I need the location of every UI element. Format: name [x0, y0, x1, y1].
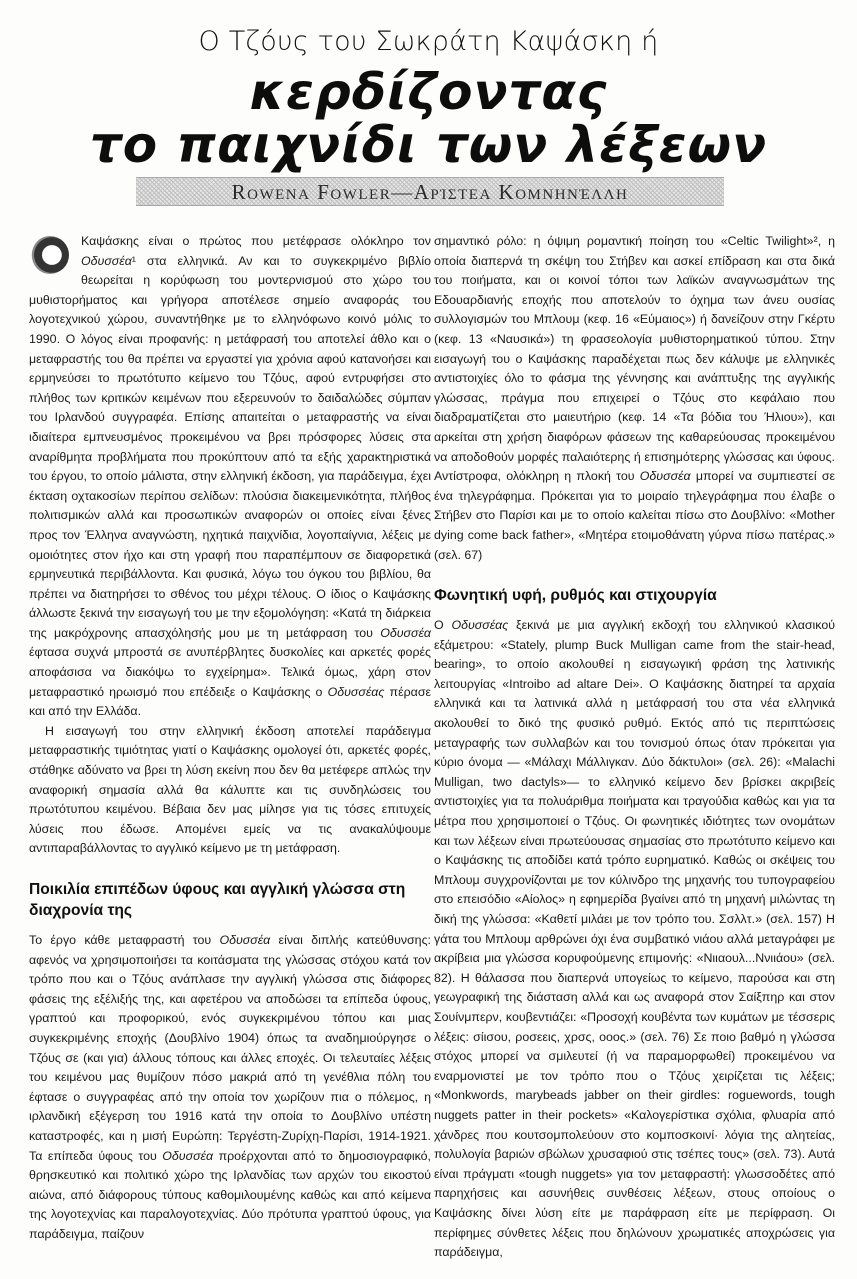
- byline-band: [136, 177, 724, 206]
- text-run: προέρχονται από το δημοσιογραφικό, θρησκευτικό και πολιτικό χώρο της Ιρλανδίας των αρχών του εικοστού αιώνα, από διάφορους τύπους καθομιλουμένης καθώς και από κείμενα της λογοτεχνίας και παραλογοτεχνίας. Δύο πρότυπα γραπτού ύφους, για παράδειγμα, παίζουν: [29, 1148, 432, 1241]
- text-run: πέρασε και από την Ελλάδα.: [29, 684, 431, 719]
- text-run-italic: Οδυσσέα: [81, 253, 132, 268]
- paragraph: Η εισαγωγή του στην ελληνική έκδοση αποτελεί παράδειγμα μεταφραστικής τιμιότητας γιατί ο Καψάσκης ομολογεί ότι, αρκετές φορές, στάθηκε αδύνατο να βρει τη λύση εκείνη που δεν θα μετέφερε απλώς την αναφορική σημασία αλλά θα κάλυπτε και τις συνδηλώσεις του πρωτότυπου κειμένου. Βέβαια δεν μας μίλησε για τις τόσες επιτυχείς λύσεις που έδωσε. Απομένει εμείς να τις ανακαλύψουμε αντιπαραβάλλοντας το αγγλικό κείμενο με τη μετάφραση.: [29, 723, 431, 856]
- byline: Rowena Fowler—Αρίστεα Κομνηνέλλη: [231, 180, 629, 204]
- article-title-line-1: κερδίζοντας: [249, 63, 608, 121]
- right-column: [434, 232, 835, 1263]
- paragraph: [29, 232, 431, 722]
- article-kicker: Ο Τζόυς του Σωκράτη Καψάσκη ή: [198, 26, 659, 57]
- drop-cap-letter: [29, 228, 73, 248]
- article-title-line-2: το παιχνίδι των λέξεων: [89, 116, 768, 174]
- text-run-italic: Οδυσσέα: [639, 469, 691, 484]
- text-run: ξεκινά με μια αγγλική εκδοχή του ελληνικού κλασικού εξάμετρου: «Stately, plump Buck Mulligan came from the stair-head, bearing», το οποίο ακολουθεί η εισαγωγική φράση της λατινικής λειτουργίας «Introibo ad altare Dei». Ο Καψάσκης διατηρεί τα αρχαία ελληνικά και τα λατινικά αλλά η μετάφρασή του στα νέα ελληνικά ακολουθεί το δικό της φυσικό ρυθμό. Εκτός από τις περιπτώσεις μεταγραφής των συλλαβών και του τονισμού όπως όταν πρόκειται για κύριο όνομα — «Μάλαχι Μάλλιγκαν. Δύο δάκτυλοι» (σελ. 26): «Malachi Mulligan, two dactyls»— το ελληνικό κείμενο δεν βρίσκει ακριβείς αντιστοιχίες για τα πολυάριθμα ποιήματα και τραγούδια καθώς και για τα μέτρα που χρησιμοποιεί ο Τζόυς. Οι φωνητικές ιδιότητες των ονομάτων και των λέξεων είναι πρωτεύουσας σημασίας στο πρωτότυπο κείμενο και ο Καψάσκης τις αποδίδει κατά τρόπο ευρηματικό. Καθώς οι σκέψεις του Μπλουμ συγχρονίζονται με τον κύλινδρο της μηχανής του τυπογραφείου στο επεισόδιο «Αίολος» η εφημερίδα βγαίνει από τη μηχανή μιλώντας τη δική της γλώσσα: «Καθετί μιλάει με τον τρόπο του. Σσλλτ.» (σελ. 157) Η γάτα του Μπλουμ αρθρώνει όχι ένα συμβατικό νιάου αλλά μεταγράφει με ακρίβεια μια γλώσσα κορυφούμενης επιμονής: «Νιιαουλ...Ννιιάου» (σελ. 82). Η θάλασσα που διαπερνά υπογείως το κείμενο, παρούσα και στη γεωγραφική της διάσταση αλλά και ως αναφορά στον Σαίξπηρ και στον Σουίνμπερν, κουβεντιάζει: «Προσοχή κουβέντα των κυμάτων με τέσσερις λέξεις: σίισου, ροσεεις, χρσς, οοος.» (σελ. 76) Σε ποιο βαθμό η γλώσσα στόχος μπορεί να σμιλευτεί (ή να παραμορφωθεί) προκειμένου να εναρμονιστεί με τον τρόπο που ο Τζόυς χειρίζεται τις λέξεις; «Monkwords, marybeads jabber on their girdles: roguewords, tough nuggets patter in their pockets» «Καλογερίστικα σχόλια, φλυαρία από χάνδρες που κουτσομπολεύουν στο κομποσκοινί· λόγια της αλητείας, πολυλογία βαριών σβώλων χρυσαφιού στις τσέπες τους» (σελ. 73). Αυτά είναι πράγματι «tough nuggets» για τον μεταφραστή: γλωσσοδέτες από παρηχήσεις και ασυνήθεις συνθέσεις λέξεων, στους οποίους ο Καψάσκης δίνει λύση είτε με παράφραση είτε με περίφραση. Οι περίφημες σύνθετες λέξεις που δηλώνουν χρωματικές αποχρώσεις για παράδειγμα,: [434, 618, 835, 1260]
- text-run-italic: Οδυσσέας: [451, 618, 509, 633]
- text-run: ¹ στα ελληνικά. Αν και το συγκεκριμένο βιβλίο θεωρείται η κορύφωση του μοντερνισμού στο χώρο του μυθιστορήματος και γρήγορα αποτέλεσε σημείο αναφοράς του λογοτεχνικού χώρου, συναντήθηκε με το ελληνόφωνο κοινό μόλις το 1990. Ο λόγος είναι προφανής: η μετάφρασή του αποτελεί άθλο και ο μεταφραστής του θα πρέπει να εργαστεί για χρόνια αφού κατανοήσει και ερμηνεύσει το πρωτότυπο κείμενο του Τζόυς, αφού εντρυφήσει στο πλήθος των κριτικών κειμένων που εξερευνούν το δαιδαλώδες σύμπαν του Ιρλανδού συγγραφέα. Επίσης απαιτείται ο μεταφραστής να είναι ιδιαίτερα εμπνευσμένος προκειμένου να βρει πρόσφορες λύσεις στα αναρίθμητα προβλήματα που προκύπτουν από τα εξής χαρακτηριστικά του έργου, το οποίο μάλιστα, στην ελληνική έκδοση, για παράδειγμα, έχει έκταση οχτακοσίων περίπου σελίδων: πλούσια διακειμενικότητα, πλήθος πολιτισμικών αλλά και προσωπικών αναφορών οι οποίες είναι ξένες προς τον Έλληνα αναγνώστη, ηχητικά παιχνίδια, λογοπαίγνια, λέξεις με ομοιότητες στον ήχο και στη γραφή που παραπέμπουν σε διαφορετικά ερμηνευτικά περιβάλλοντα. Και φυσικά, λόγω του όγκου του βιβλίου, θα πρέπει να διατηρήσει το σθένος του μέχρι τέλους. Ο ίδιος ο Καψάσκης άλλωστε ξεκινά την εισαγωγή του με την εξομολόγηση: «Κατά τη διάρκεια της μακρόχρονης απασχόλησής μου με τη μετάφραση του: [29, 253, 431, 640]
- text-run: Το έργο κάθε μεταφραστή του: [29, 933, 220, 947]
- text-run-italic: Οδυσσέας: [327, 684, 385, 699]
- text-run: έφτασα συχνά μπροστά σε ανυπέρβλητες δυσκολίες και αρκετές φορές αποφάσισα να διακόψω το εγχείρημα». Τελικά όμως, χάρη στον μεταφραστικό ηρωισμό που επέδειξε ο Καψάσκης ο: [29, 645, 431, 699]
- section-heading: Ποικιλία επιπέδων ύφους και αγγλική γλώσσα στη διαχρονία της: [29, 881, 406, 919]
- text-run: μπορεί να συμπιεστεί σε ένα τηλεγράφημα. Πρόκειται για το μοιραίο τηλεγράφημα που έλαβε ο Στήβεν στο Παρίσι και με το οποίο καλείται πίσω στο Δουβλίνο: «Mother dying come back father», «Μητέρα ετοιμοθάνατη γύρνα πίσω πατέρας.» (σελ. 67): [434, 469, 835, 562]
- section-heading: Φωνητική υφή, ρυθμός και στιχουργία: [434, 587, 717, 605]
- drop-cap: [29, 234, 73, 274]
- text-run: είναι διπλής κατεύθυνσης: αφενός να χρησιμοποιήσει τα κοιτάσματα της γλώσσας στόχου κατά τον τρόπο που και ο Τζόυς ανάπλασε την αγγλική γλώσσα στις διάφορες φάσεις της εξέλιξής της, και αφετέρου να αποδώσει τα επίπεδα ύφους, γραπτού και προφορικού, ενός συγκεκριμένου τόπου και μιας συγκεκριμένης εποχής (Δουβλίνο 1904) όπως τα αναδημιούργησε ο Τζόυς σε (και για) άλλους τόπους και άλλες εποχές. Οι τελευταίες λέξεις του κειμένου μας θυμίζουν πόσο μακριά από τη γενέθλια πόλη του έφτασε ο συγγραφέας από την οποία τον χωρίζουν πια ο πόλεμος, η ιρλανδική εξέγερση του 1916 κατά την οποία το Δουβλίνο υπέστη καταστροφές, και η μισή Ευρώπη: Τεργέστη-Ζυρίχη-Παρίσι, 1914-1921. Τα επίπεδα ύφους του: [29, 933, 431, 1163]
- text-run: Καψάσκης είναι ο πρώτος που μετέφρασε ολόκληρο τον: [81, 234, 431, 248]
- text-run: Ο: [434, 618, 452, 633]
- paragraph: [434, 616, 835, 1263]
- left-column: [29, 232, 431, 1245]
- paragraph: [29, 931, 431, 1245]
- text-run: σημαντικό ρόλο: η όψιμη ρομαντική ποίηση του «Celtic Twilight»², η οποία διαπερνά τη σκέψη του Στήβεν και ασκεί επίδραση και στα δικά του ποιήματα, και οι κοινοί τόποι των λαϊκών αναγνωσμάτων της Εδουαρδιανής εποχής που αποτελούν το όχημα των άνευ ουσίας συλλογισμών του Μπλουμ (κεφ. 16 «Εύμαιος») ή δανείζουν στην Γκέρτυ (κεφ. 13 «Ναυσικά») τη φρασεολογία μυθιστορηματικού τύπου. Στην εισαγωγή του ο Καψάσκης παραδέχεται πως δεν κάλυψε με ελληνικές αντιστοιχίες όλο το φάσμα της γέννησης και ανάπτυξης της αγγλικής γλώσσας, πράγμα που επιχειρεί ο Τζόυς στο κεφάλαιο που διαδραματίζεται στο μαιευτήριο (κεφ. 14 «Τα βόδια του Ήλιου»), και αρκείται στη χρήση διαφόρων φάσεων της καθαρεύουσας προκειμένου να αποδοθούν μορφές παλαιότερης ή επισημότερης γλώσσας και ύφους. Αντίστροφα, ολόκληρη η πλοκή του: [434, 234, 835, 484]
- paragraph: [434, 232, 835, 565]
- text-run-italic: Οδυσσέα: [162, 1148, 214, 1163]
- text-run-italic: Οδυσσέα: [380, 625, 431, 640]
- text-run-italic: Οδυσσέα: [219, 933, 271, 947]
